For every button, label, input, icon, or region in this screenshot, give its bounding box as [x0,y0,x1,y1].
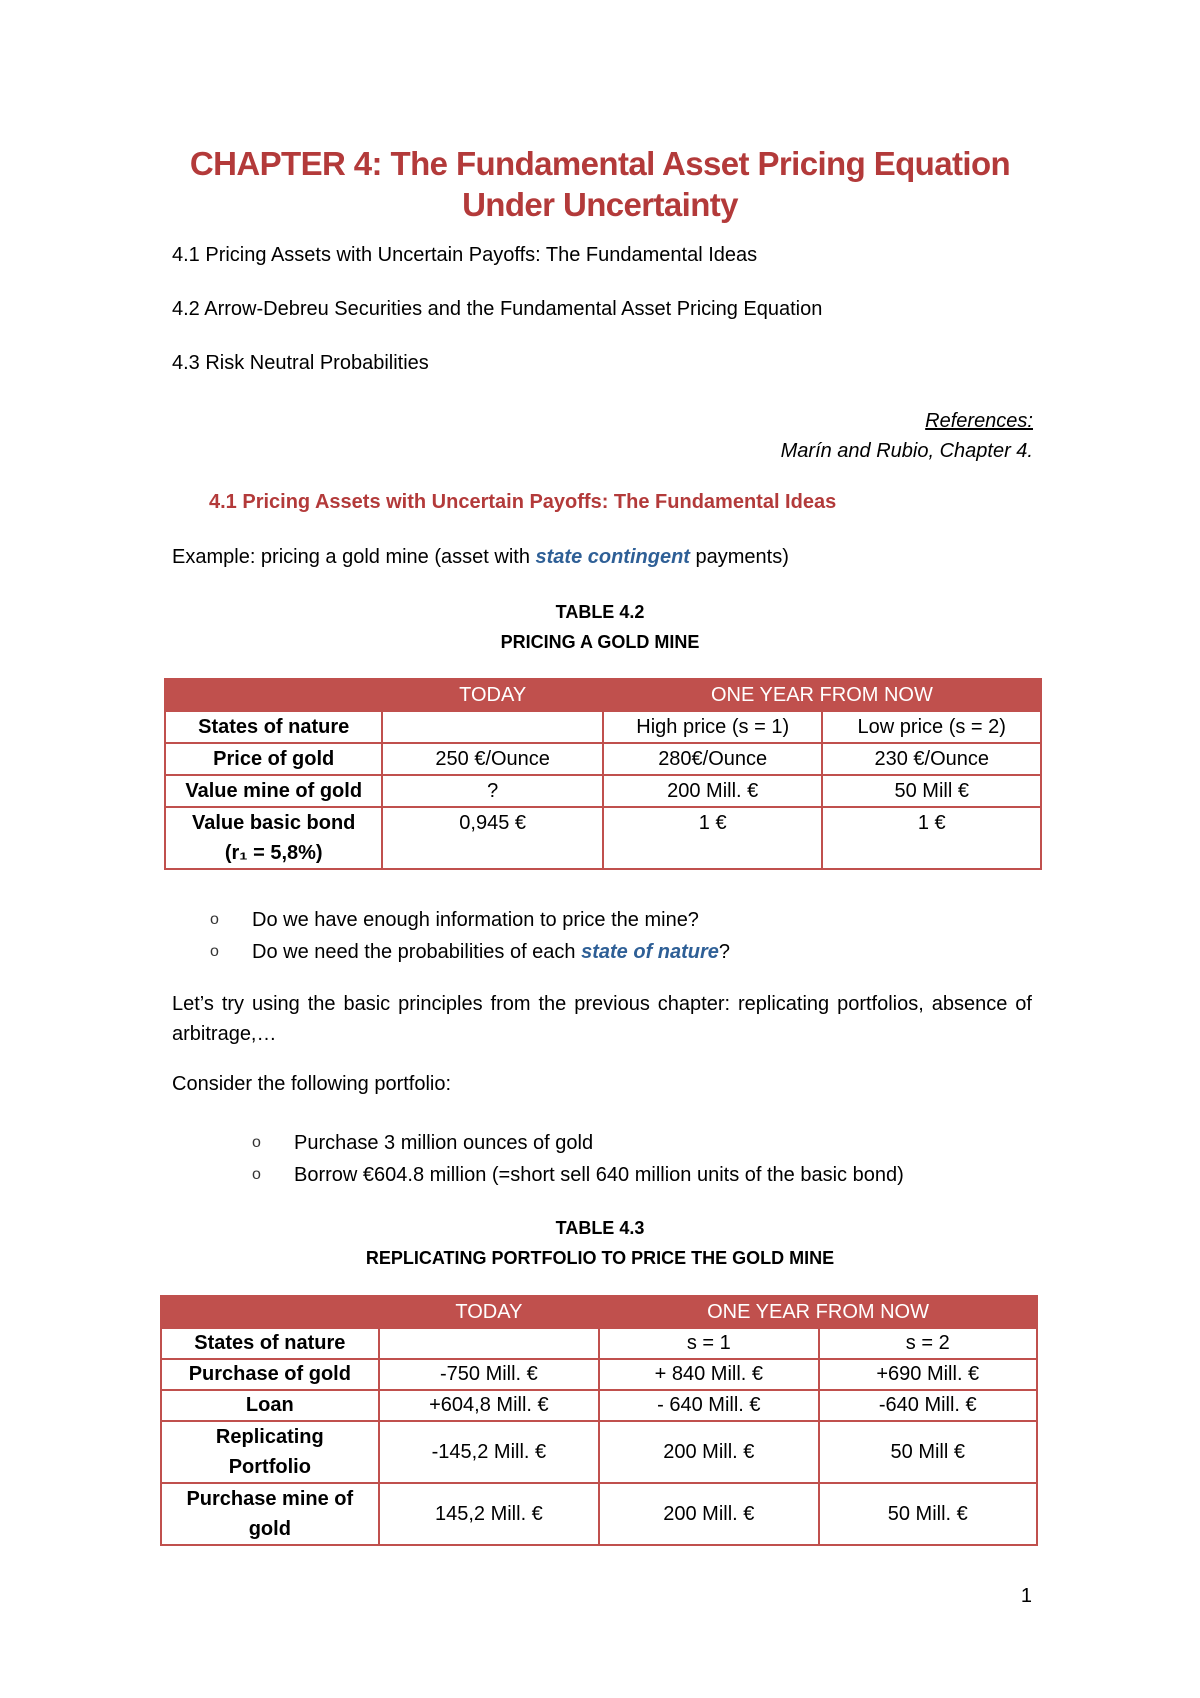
circle-bullet-icon: o [252,1166,261,1183]
question-text-before: Do we need the probabilities of each [252,941,582,963]
header-cell-one-year: ONE YEAR FROM NOW [603,679,1041,711]
table-row [165,743,1041,775]
table-cell: 280€/Ounce [603,743,823,775]
row-label: States of nature [165,711,382,743]
portfolio-list [252,1127,904,1191]
table-row [161,1328,1037,1359]
row-label: Loan [161,1390,379,1421]
questions-list [210,904,730,968]
row-label [161,1483,379,1545]
row-label-line-1: Value basic bond [192,812,356,834]
table2-caption-title: REPLICATING PORTFOLIO TO PRICE THE GOLD MINE [365,1248,835,1268]
table-cell: +690 Mill. € [819,1359,1037,1390]
table-cell: +604,8 Mill. € [379,1390,600,1421]
table-cell: -750 Mill. € [379,1359,600,1390]
row-label [165,807,382,869]
table-row [161,1390,1037,1421]
chapter-title-line-1: CHAPTER 4: The Fundamental Asset Pricing Equation [189,145,1011,182]
table-replicating-portfolio [160,1295,1038,1546]
row-label-line-1: Purchase mine of [186,1488,354,1510]
table-cell: -640 Mill. € [819,1390,1037,1421]
table-cell: High price (s = 1) [603,711,823,743]
header-cell-today: TODAY [382,679,602,711]
circle-bullet-icon: o [210,943,219,960]
page-number: 1 [1020,1585,1032,1607]
table-cell: 1 € [603,807,823,869]
table-cell: + 840 Mill. € [599,1359,818,1390]
row-label-line-2: Portfolio [228,1456,311,1478]
table-cell: s = 1 [599,1328,818,1359]
header-cell-today: TODAY [379,1296,600,1328]
table-cell: 200 Mill. € [599,1483,818,1545]
table-cell: 50 Mill. € [819,1483,1037,1545]
example-highlight: state contingent [535,546,690,568]
table-cell: - 640 Mill. € [599,1390,818,1421]
example-text-before: Example: pricing a gold mine (asset with [172,546,536,568]
row-label-line-2: (r₁ = 5,8%) [224,842,323,864]
table-cell: -145,2 Mill. € [379,1421,600,1483]
question-highlight: state of nature [581,941,719,963]
header-cell [161,1296,379,1328]
table-cell: Low price (s = 2) [822,711,1041,743]
table-cell: 230 €/Ounce [822,743,1041,775]
references-label: References: [925,410,1033,432]
table2-caption [0,1213,1200,1273]
example-line [172,546,789,569]
row-label [161,1421,379,1483]
section-heading: 4.1 Pricing Assets with Uncertain Payoffs: The Fundamental Ideas [209,491,837,513]
portfolio-item-text: Borrow €604.8 million (=short sell 640 million units of the basic bond) [294,1164,904,1186]
table-header-row [165,679,1041,711]
row-label: Value mine of gold [165,775,382,807]
table-cell: 250 €/Ounce [382,743,602,775]
table-cell: 50 Mill € [822,775,1041,807]
references [781,406,1033,466]
table-cell: 200 Mill. € [603,775,823,807]
header-cell-one-year: ONE YEAR FROM NOW [599,1296,1037,1328]
table-cell: s = 2 [819,1328,1037,1359]
row-label-line-1: Replicating [215,1426,324,1448]
table-cell: 1 € [822,807,1041,869]
table-row [161,1421,1037,1483]
list-item [252,1159,904,1191]
table-cell: 200 Mill. € [599,1421,818,1483]
chapter-title [0,143,1200,225]
table-cell: ? [382,775,602,807]
question-text: Do we have enough information to price the mine? [252,909,699,931]
paragraph-replicating: Let’s try using the basic principles from the previous chapter: replicating portfolios, absence of arbitrage,… [172,993,1032,1045]
table-cell [379,1328,600,1359]
circle-bullet-icon: o [210,911,219,928]
toc-item-3: 4.3 Risk Neutral Probabilities [172,352,429,374]
row-label: Purchase of gold [161,1359,379,1390]
table2-caption-number: TABLE 4.3 [555,1218,645,1238]
table-row [165,711,1041,743]
question-text-after: ? [718,941,731,963]
portfolio-item-text: Purchase 3 million ounces of gold [294,1132,594,1154]
paragraph-consider: Consider the following portfolio: [172,1073,452,1095]
references-text: Marín and Rubio, Chapter 4. [780,440,1033,462]
circle-bullet-icon: o [252,1134,261,1151]
list-item [210,904,730,936]
table-pricing-gold-mine [164,678,1042,870]
row-label: States of nature [161,1328,379,1359]
table-row [165,807,1041,869]
row-label: Price of gold [165,743,382,775]
table1-caption-title: PRICING A GOLD MINE [500,632,700,652]
chapter-title-line-2: Under Uncertainty [462,186,738,223]
table1-caption-number: TABLE 4.2 [555,602,645,622]
table1-caption [0,597,1200,657]
table-cell: 0,945 € [382,807,602,869]
table-row [161,1483,1037,1545]
header-cell [165,679,382,711]
table-cell: 145,2 Mill. € [379,1483,600,1545]
table-row [165,775,1041,807]
table-header-row [161,1296,1037,1328]
example-text-after: payments) [689,546,789,568]
toc-item-2: 4.2 Arrow-Debreu Securities and the Fundamental Asset Pricing Equation [172,298,823,320]
table-row [161,1359,1037,1390]
list-item [210,936,730,968]
list-item [252,1127,904,1159]
row-label-line-2: gold [248,1518,291,1540]
table-cell [382,711,602,743]
table-cell: 50 Mill € [819,1421,1037,1483]
toc-item-1: 4.1 Pricing Assets with Uncertain Payoffs: The Fundamental Ideas [172,244,758,266]
